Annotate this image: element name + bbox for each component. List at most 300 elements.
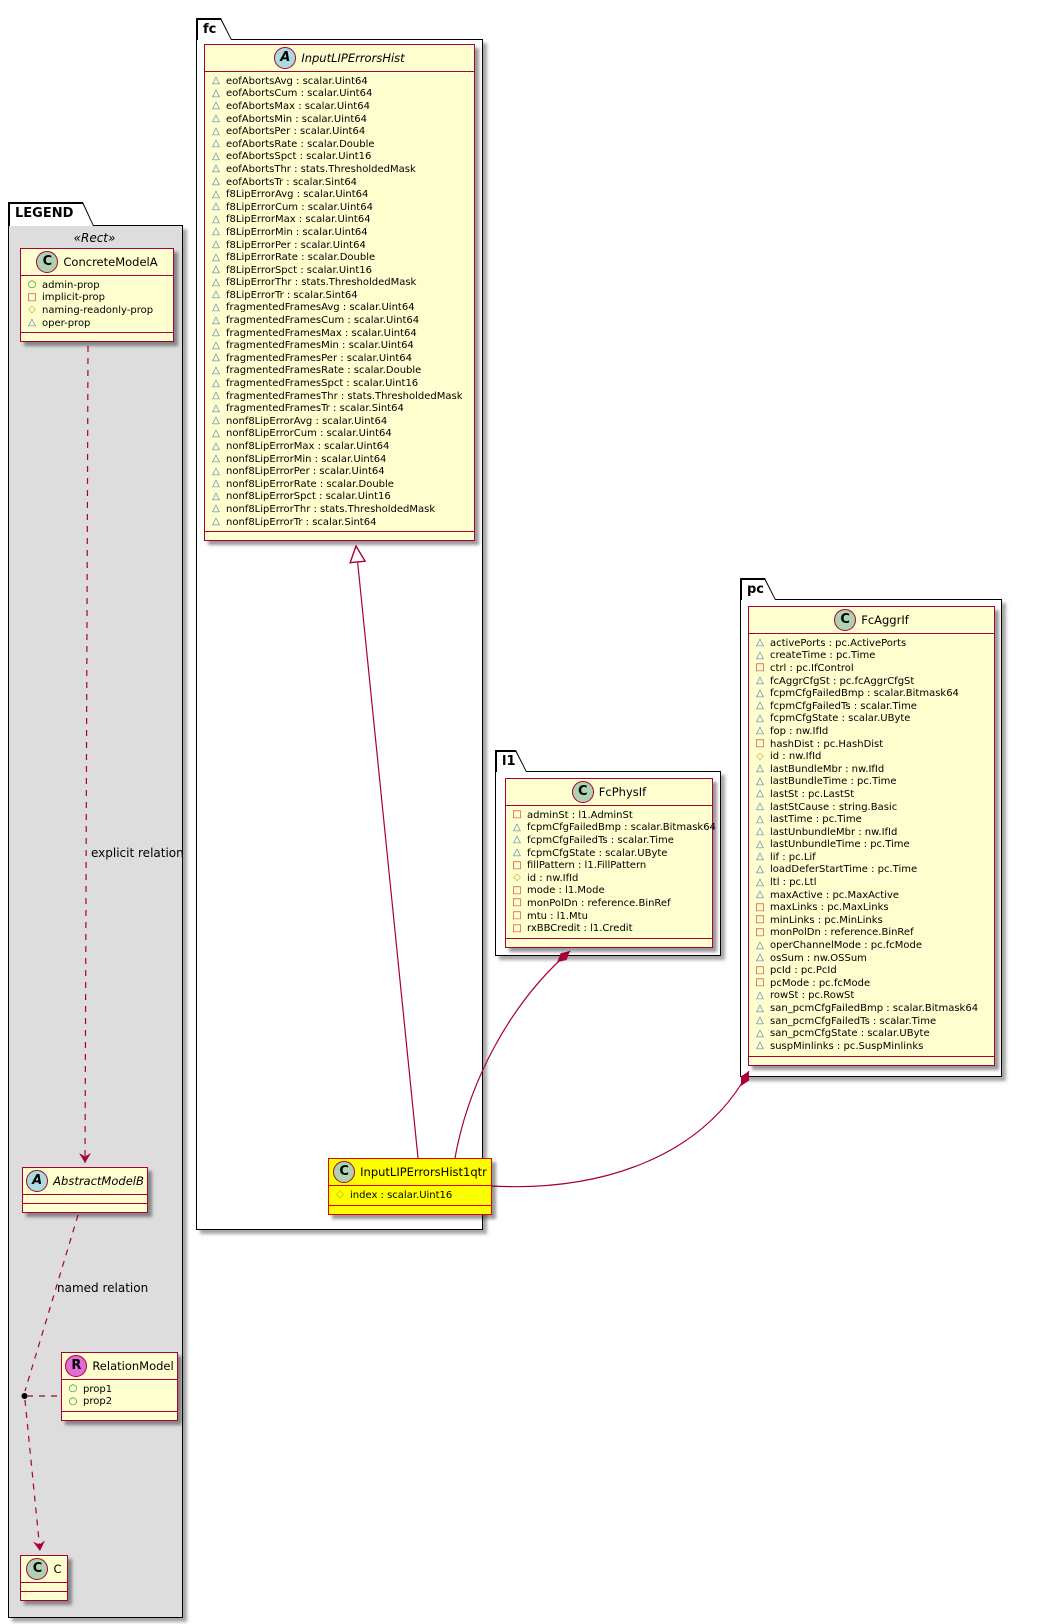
attribute-row <box>749 700 994 713</box>
class-header <box>205 45 474 71</box>
attribute-text: osSum : nw.OSSum <box>770 952 867 964</box>
attribute-row <box>205 264 474 277</box>
attribute-row <box>62 1396 177 1409</box>
attribute-row <box>205 163 474 176</box>
oper-prop-icon <box>754 826 766 838</box>
attribute-row <box>506 822 716 835</box>
attribute-text: operChannelMode : pc.fcMode <box>770 940 923 952</box>
attribute-text: nonf8LipErrorPer : scalar.Uint64 <box>226 466 385 478</box>
attribute-text: eofAbortsSpct : scalar.Uint16 <box>226 151 372 163</box>
attribute-row <box>749 964 994 977</box>
attribute-text: f8LipErrorSpct : scalar.Uint16 <box>226 264 372 276</box>
oper-prop-icon <box>210 403 222 415</box>
attribute-text: activePorts : pc.ActivePorts <box>770 637 907 649</box>
class-concretemodela <box>20 248 174 342</box>
package-fc-tab <box>196 18 232 40</box>
package-l1-label: l1 <box>502 754 516 769</box>
attribute-text: f8LipErrorMin : scalar.Uint64 <box>226 226 368 238</box>
attribute-text: f8LipErrorCum : scalar.Uint64 <box>226 201 373 213</box>
attribute-text: eofAbortsTr : scalar.Sint64 <box>226 176 358 188</box>
class-inputliperrorshist1qtr <box>328 1158 492 1215</box>
oper-prop-icon <box>754 713 766 725</box>
abstract-class-icon: A <box>26 1170 48 1192</box>
attribute-row <box>749 750 994 763</box>
oper-prop-icon <box>210 441 222 453</box>
methods-compartment <box>329 1205 491 1214</box>
attribute-row <box>749 763 994 776</box>
attribute-row <box>21 292 173 305</box>
attribute-row <box>205 151 474 164</box>
oper-prop-icon <box>210 163 222 175</box>
attribute-row <box>205 100 474 113</box>
attribute-text: nonf8LipErrorMin : scalar.Uint64 <box>226 453 387 465</box>
attribute-text: naming-readonly-prop <box>42 304 154 316</box>
implicit-prop-icon <box>754 902 766 914</box>
package-l1-tab <box>495 750 527 772</box>
attribute-list <box>506 805 716 938</box>
implicit-prop-icon <box>754 965 766 977</box>
rect-stereotype-label: «Rect» <box>73 231 116 245</box>
admin-prop-icon <box>67 1396 79 1408</box>
attribute-row <box>205 428 474 441</box>
attribute-text: lastBundleTime : pc.Time <box>770 776 897 788</box>
attribute-text: minLinks : pc.MinLinks <box>770 914 883 926</box>
oper-prop-icon <box>210 289 222 301</box>
attribute-text: adminSt : l1.AdminSt <box>527 809 633 821</box>
attribute-text: lastStCause : string.Basic <box>770 801 898 813</box>
attribute-text: fragmentedFramesSpct : scalar.Uint16 <box>226 378 419 390</box>
attribute-row <box>205 289 474 302</box>
attribute-row <box>749 901 994 914</box>
oper-prop-icon <box>754 990 766 1002</box>
admin-prop-icon <box>26 279 38 291</box>
attribute-row <box>506 922 712 935</box>
attribute-row <box>205 314 474 327</box>
attribute-text: f8LipErrorAvg : scalar.Uint64 <box>226 189 369 201</box>
attribute-text: eofAbortsCum : scalar.Uint64 <box>226 88 373 100</box>
admin-prop-icon <box>67 1383 79 1395</box>
attribute-text: f8LipErrorRate : scalar.Double <box>226 252 376 264</box>
package-pc-tab <box>740 578 776 600</box>
oper-prop-icon <box>210 390 222 402</box>
attribute-text: id : nw.IfId <box>770 751 822 763</box>
attribute-text: suspMinlinks : pc.SuspMinlinks <box>770 1040 924 1052</box>
attribute-row <box>749 990 994 1003</box>
attribute-text: f8LipErrorTr : scalar.Sint64 <box>226 289 358 301</box>
attribute-row <box>749 914 994 927</box>
class-title: AbstractModelB <box>53 1174 144 1188</box>
class-header <box>749 607 994 633</box>
attribute-row <box>506 834 712 847</box>
attribute-text: eofAbortsAvg : scalar.Uint64 <box>226 75 368 87</box>
attribute-text: san_pcmCfgFailedBmp : scalar.Bitmask64 <box>770 1003 979 1015</box>
composition-fcaggrif-hist1qtr <box>490 1071 749 1187</box>
oper-prop-icon <box>210 503 222 515</box>
class-title: C <box>53 1562 62 1576</box>
class-title: RelationModel <box>92 1359 174 1373</box>
class-icon: C <box>333 1161 355 1183</box>
attribute-text: rxBBCredit : l1.Credit <box>527 923 633 935</box>
naming-prop-icon <box>754 751 766 763</box>
attribute-text: fop : nw.IfId <box>770 725 829 737</box>
class-c <box>20 1555 68 1601</box>
oper-prop-icon <box>754 1028 766 1040</box>
class-header <box>23 1168 147 1194</box>
attribute-row <box>749 675 994 688</box>
package-fc-label: fc <box>203 22 217 37</box>
attribute-row <box>21 304 173 317</box>
oper-prop-icon <box>210 88 222 100</box>
oper-prop-icon <box>210 100 222 112</box>
naming-prop-icon <box>334 1189 346 1201</box>
attribute-text: nonf8LipErrorMax : scalar.Uint64 <box>226 441 390 453</box>
oper-prop-icon <box>754 637 766 649</box>
attribute-list <box>21 275 173 332</box>
naming-prop-icon <box>26 304 38 316</box>
oper-prop-icon <box>210 491 222 503</box>
package-legend-tab <box>8 202 94 226</box>
attribute-text: ltl : pc.Ltl <box>770 877 817 889</box>
oper-prop-icon <box>210 264 222 276</box>
attribute-row <box>205 377 474 390</box>
attribute-row <box>749 801 994 814</box>
attribute-text: oper-prop <box>42 317 91 329</box>
attribute-row <box>205 176 474 189</box>
oper-prop-icon <box>754 788 766 800</box>
oper-prop-icon <box>511 822 523 834</box>
oper-prop-icon <box>754 1003 766 1015</box>
attribute-row <box>749 637 994 650</box>
attribute-text: admin-prop <box>42 279 100 291</box>
attribute-text: nonf8LipErrorSpct : scalar.Uint16 <box>226 491 391 503</box>
oper-prop-icon <box>210 277 222 289</box>
attribute-row <box>749 1027 994 1040</box>
attribute-row <box>506 872 712 885</box>
attributes-compartment <box>23 1194 147 1203</box>
implicit-prop-icon <box>511 910 523 922</box>
attribute-row <box>205 188 474 201</box>
oper-prop-icon <box>210 214 222 226</box>
attribute-text: mode : l1.Mode <box>527 885 605 897</box>
oper-prop-icon <box>754 1015 766 1027</box>
attribute-row <box>749 813 994 826</box>
abstract-class-icon: A <box>274 47 296 69</box>
oper-prop-icon <box>210 113 222 125</box>
implicit-prop-icon <box>754 738 766 750</box>
attribute-text: lastBundleMbr : nw.IfId <box>770 763 885 775</box>
attribute-row <box>749 939 994 952</box>
attribute-row <box>205 516 474 529</box>
oper-prop-icon <box>210 176 222 188</box>
class-header <box>506 779 712 805</box>
attribute-text: nonf8LipErrorCum : scalar.Uint64 <box>226 428 392 440</box>
attribute-row <box>506 859 712 872</box>
attribute-row <box>749 650 994 663</box>
attribute-row <box>749 927 994 940</box>
oper-prop-icon <box>210 126 222 138</box>
implicit-prop-icon <box>26 292 38 304</box>
attribute-row <box>749 1015 994 1028</box>
attribute-row <box>749 713 994 726</box>
oper-prop-icon <box>754 889 766 901</box>
attribute-row <box>749 788 994 801</box>
class-title: InputLIPErrorsHist1qtr <box>360 1165 487 1179</box>
oper-prop-icon <box>511 847 523 859</box>
attribute-text: index : scalar.Uint16 <box>350 1189 453 1201</box>
attribute-text: eofAbortsThr : stats.ThresholdedMask <box>226 163 416 175</box>
named-relation-label: named relation <box>57 1281 149 1295</box>
attribute-row <box>205 465 474 478</box>
attribute-text: maxActive : pc.MaxActive <box>770 889 900 901</box>
class-abstractmodelb <box>22 1167 148 1213</box>
attribute-text: fcpmCfgState : scalar.UByte <box>770 713 911 725</box>
attribute-row <box>506 910 712 923</box>
attribute-text: f8LipErrorThr : stats.ThresholdedMask <box>226 277 417 289</box>
attribute-row <box>749 687 994 700</box>
oper-prop-icon <box>210 239 222 251</box>
class-icon: C <box>834 609 856 631</box>
oper-prop-icon <box>210 315 222 327</box>
methods-compartment <box>23 1203 147 1212</box>
class-icon: C <box>26 1558 48 1580</box>
methods-compartment <box>749 1056 994 1065</box>
attribute-text: createTime : pc.Time <box>770 650 876 662</box>
oper-prop-icon <box>210 302 222 314</box>
package-pc-label: pc <box>747 582 765 597</box>
attribute-row <box>205 491 474 504</box>
attribute-row <box>205 339 474 352</box>
package-legend-label: LEGEND <box>15 206 74 221</box>
attribute-row <box>506 847 712 860</box>
attribute-text: lastUnbundleTime : pc.Time <box>770 839 910 851</box>
attribute-row <box>749 662 994 675</box>
attribute-row <box>205 226 474 239</box>
oper-prop-icon <box>754 814 766 826</box>
class-icon: C <box>572 781 594 803</box>
attribute-text: fragmentedFramesAvg : scalar.Uint64 <box>226 302 415 314</box>
implicit-prop-icon <box>754 927 766 939</box>
attribute-row <box>205 503 474 516</box>
attribute-text: fragmentedFramesThr : stats.ThresholdedMask <box>226 390 463 402</box>
attribute-row <box>749 839 994 852</box>
implicit-prop-icon <box>754 662 766 674</box>
oper-prop-icon <box>754 776 766 788</box>
class-inputliperrorshist <box>204 44 475 541</box>
oper-prop-icon <box>210 415 222 427</box>
attribute-text: fragmentedFramesCum : scalar.Uint64 <box>226 315 420 327</box>
attribute-text: lastTime : pc.Time <box>770 814 862 826</box>
attribute-text: eofAbortsMin : scalar.Uint64 <box>226 113 368 125</box>
attribute-text: fcAggrCfgSt : pc.fcAggrCfgSt <box>770 675 915 687</box>
attribute-row <box>749 876 994 889</box>
oper-prop-icon <box>754 725 766 737</box>
attribute-text: nonf8LipErrorRate : scalar.Double <box>226 478 394 490</box>
oper-prop-icon <box>26 317 38 329</box>
attribute-text: fcpmCfgFailedTs : scalar.Time <box>527 834 674 846</box>
attribute-text: san_pcmCfgState : scalar.UByte <box>770 1028 930 1040</box>
attribute-text: eofAbortsMax : scalar.Uint64 <box>226 100 370 112</box>
attribute-row <box>205 478 474 491</box>
oper-prop-icon <box>754 1040 766 1052</box>
class-title: FcPhysIf <box>598 785 647 799</box>
attribute-text: monPolDn : reference.BinRef <box>527 897 671 909</box>
attribute-text: prop1 <box>83 1383 113 1395</box>
methods-compartment <box>21 1591 67 1600</box>
oper-prop-icon <box>210 226 222 238</box>
attribute-text: lastUnbundleMbr : nw.IfId <box>770 826 898 838</box>
attribute-text: nonf8LipErrorThr : stats.ThresholdedMask <box>226 503 436 515</box>
attribute-row <box>205 125 474 138</box>
class-title: InputLIPErrorsHist <box>301 51 405 65</box>
attribute-row <box>205 453 474 466</box>
attribute-row <box>749 725 994 738</box>
attribute-row <box>205 88 474 101</box>
attribute-row <box>205 277 474 290</box>
class-icon: C <box>36 251 58 273</box>
attribute-row <box>205 113 474 126</box>
oper-prop-icon <box>210 151 222 163</box>
attribute-text: f8LipErrorPer : scalar.Uint64 <box>226 239 366 251</box>
attribute-list <box>329 1185 491 1205</box>
attribute-text: fcpmCfgFailedTs : scalar.Time <box>770 700 917 712</box>
attribute-row <box>205 390 474 403</box>
attribute-text: eofAbortsPer : scalar.Uint64 <box>226 126 366 138</box>
attribute-row <box>506 809 712 822</box>
attribute-text: fillPattern : l1.FillPattern <box>527 860 647 872</box>
attribute-row <box>749 1002 994 1015</box>
class-title: FcAggrIf <box>861 613 909 627</box>
class-relationmodel <box>61 1352 178 1421</box>
implicit-prop-icon <box>754 977 766 989</box>
attribute-row <box>749 851 994 864</box>
attribute-text: fragmentedFramesRate : scalar.Double <box>226 365 422 377</box>
oper-prop-icon <box>210 189 222 201</box>
oper-prop-icon <box>210 252 222 264</box>
class-header <box>21 1556 67 1582</box>
attribute-row <box>329 1189 491 1202</box>
attribute-row <box>21 317 173 330</box>
attribute-row <box>749 864 994 877</box>
attribute-text: san_pcmCfgFailedTs : scalar.Time <box>770 1015 937 1027</box>
attribute-row <box>749 977 994 990</box>
oper-prop-icon <box>210 352 222 364</box>
attribute-row <box>749 826 994 839</box>
attribute-row <box>205 201 474 214</box>
oper-prop-icon <box>754 801 766 813</box>
class-header <box>329 1159 491 1185</box>
attribute-row <box>749 776 994 789</box>
oper-prop-icon <box>210 378 222 390</box>
attribute-text: fragmentedFramesMin : scalar.Uint64 <box>226 340 414 352</box>
oper-prop-icon <box>210 466 222 478</box>
class-fcphysif <box>505 778 716 948</box>
implicit-prop-icon <box>754 914 766 926</box>
methods-compartment <box>506 938 712 947</box>
oper-prop-icon <box>210 138 222 150</box>
oper-prop-icon <box>511 834 523 846</box>
attribute-text: id : nw.IfId <box>527 872 579 884</box>
attribute-text: pcMode : pc.fcMode <box>770 977 871 989</box>
attribute-row <box>21 279 173 292</box>
class-header <box>21 249 173 275</box>
attribute-row <box>506 897 712 910</box>
oper-prop-icon <box>210 75 222 87</box>
attribute-list <box>62 1379 177 1411</box>
oper-prop-icon <box>754 877 766 889</box>
attribute-text: fragmentedFramesMax : scalar.Uint64 <box>226 327 417 339</box>
implicit-prop-icon <box>511 923 523 935</box>
attribute-text: loadDeferStartTime : pc.Time <box>770 864 918 876</box>
attribute-row <box>205 327 474 340</box>
attribute-row <box>749 952 994 965</box>
implicit-prop-icon <box>511 885 523 897</box>
attribute-row <box>205 365 474 378</box>
attribute-row <box>205 440 474 453</box>
implicit-prop-icon <box>511 897 523 909</box>
attribute-row <box>749 1040 994 1053</box>
oper-prop-icon <box>210 340 222 352</box>
attribute-text: prop2 <box>83 1396 113 1408</box>
oper-prop-icon <box>754 675 766 687</box>
oper-prop-icon <box>210 201 222 213</box>
attribute-text: pcId : pc.PcId <box>770 965 837 977</box>
implicit-prop-icon <box>511 860 523 872</box>
oper-prop-icon <box>210 478 222 490</box>
attribute-text: mtu : l1.Mtu <box>527 910 588 922</box>
attribute-row <box>506 885 712 898</box>
oper-prop-icon <box>754 940 766 952</box>
oper-prop-icon <box>754 763 766 775</box>
relation-class-icon: R <box>65 1355 87 1377</box>
attribute-row <box>749 889 994 902</box>
class-title: ConcreteModelA <box>63 255 158 269</box>
attribute-row <box>205 352 474 365</box>
attribute-row <box>205 239 474 252</box>
attribute-text: nonf8LipErrorTr : scalar.Sint64 <box>226 516 377 528</box>
explicit-relation-label: explicit relation <box>91 846 184 860</box>
methods-compartment <box>205 531 474 540</box>
attribute-row <box>62 1383 177 1396</box>
oper-prop-icon <box>210 428 222 440</box>
attribute-text: maxLinks : pc.MaxLinks <box>770 902 889 914</box>
methods-compartment <box>21 332 173 341</box>
attribute-row <box>205 138 474 151</box>
oper-prop-icon <box>210 516 222 528</box>
oper-prop-icon <box>754 650 766 662</box>
attributes-compartment <box>21 1582 67 1591</box>
attribute-row <box>205 415 474 428</box>
attribute-row <box>205 75 474 88</box>
implicit-prop-icon <box>511 809 523 821</box>
attribute-row <box>205 302 474 315</box>
attribute-text: fragmentedFramesTr : scalar.Sint64 <box>226 403 404 415</box>
attribute-text: fcpmCfgFailedBmp : scalar.Bitmask64 <box>770 688 959 700</box>
attribute-text: hashDist : pc.HashDist <box>770 738 884 750</box>
attribute-text: f8LipErrorMax : scalar.Uint64 <box>226 214 371 226</box>
naming-prop-icon <box>511 872 523 884</box>
oper-prop-icon <box>754 864 766 876</box>
attribute-row <box>205 251 474 264</box>
oper-prop-icon <box>210 327 222 339</box>
oper-prop-icon <box>754 700 766 712</box>
attribute-text: implicit-prop <box>42 292 105 304</box>
attribute-text: ctrl : pc.IfControl <box>770 662 854 674</box>
oper-prop-icon <box>754 851 766 863</box>
attribute-list <box>749 633 994 1056</box>
attribute-text: eofAbortsRate : scalar.Double <box>226 138 375 150</box>
class-fcaggrif <box>748 606 995 1066</box>
attribute-text: monPolDn : reference.BinRef <box>770 927 914 939</box>
